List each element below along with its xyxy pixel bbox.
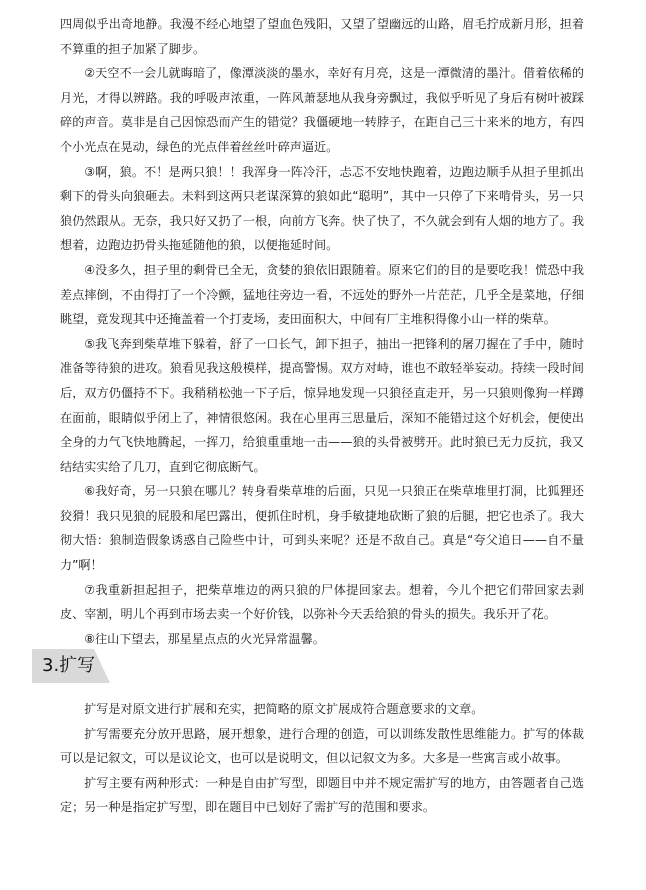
section-paragraph-1: 扩写是对原文进行扩展和充实，把简略的原文扩展成符合题意要求的文章。 (84, 702, 484, 716)
story-paragraph-8: ⑧往山下望去，那星星点点的火光异常温馨。 (84, 631, 325, 646)
section-body (60, 697, 584, 820)
story-paragraph-6: ⑥我好奇，另一只狼在哪儿？转身看柴草堆的后面，只见一只狼正在柴草堆里打洞，比狐狸还狡猾！我只见狼的屁股和尾巴露出，便抓住时机，身手敏捷地砍断了狼的后腿，把它也杀了。我大彻大悟：狼制造假象诱惑自己险些中计，可到头来呢？还是不敌自己。真是“夸父追日——自不量力”啊！ (60, 484, 584, 573)
story-paragraph-2: ②天空不一会儿就晦暗了，像潭淡淡的墨水，幸好有月亮，这是一潭微清的墨汁。借着依稀的月光，才得以辨路。我的呼吸声浓重，一阵风萧瑟地从我身旁飘过，我似乎听见了身后有树叶被踩碎的声音。莫非是自己因惊恐而产生的错觉？我僵硬地一转脖子，在距自己三十来米的地方，有四个小光点在晃动，绿色的光点伴着丝丝叶碎声逼近。 (60, 66, 584, 154)
section-header (32, 649, 110, 683)
story-paragraph-3: ③啊，狼。不！是两只狼！！我浑身一阵冷汗，忐忑不安地快跑着，边跑边顺手从担子里抓出剩下的骨头向狼砸去。未料到这两只老谋深算的狼如此“聪明”，其中一只停了下来啃骨头，另一只狼仍然跟从。无奈，我只好又扔了一根，向前方飞奔。快了快了，不久就会到有人烟的地方了。我想着，边跑边扔骨头拖延随他的狼，以便拖延时间。 (60, 164, 584, 253)
story-paragraph-1: 四周似乎出奇地静。我漫不经心地望了望血色残阳，又望了望幽远的山路，眉毛拧成新月形，担着不算重的担子加紧了脚步。 (60, 17, 584, 56)
section-paragraph-3: 扩写主要有两种形式：一种是自由扩写型，即题目中并不规定需扩写的地方，由答题者自己选定；另一种是指定扩写型，即在题目中已划好了需扩写的范围和要求。 (60, 775, 584, 815)
story-paragraph-4: ④没多久，担子里的剩骨已全无，贪婪的狼依旧跟随着。原来它们的目的是要吃我！慌恐中我差点摔倒，不由得打了一个冷颤，猛地往旁边一看，不远处的野外一片茫茫，几乎全是菜地，仔细眺望，竟发现其中还掩盖着一个打麦场，麦田面积大，中间有厂主堆积得像小山一样的柴草。 (60, 262, 584, 327)
section-title: 3.扩写 (42, 655, 96, 676)
story-paragraph-5: ⑤我飞奔到柴草堆下躲着，舒了一口长气，卸下担子，抽出一把锋利的屠刀握在了手中，随时准备等待狼的进攻。狼看见我这般模样，提高警惕。双方对峙，谁也不敢轻举妄动。持续一段时间后，双方仍僵持不下。我稍稍松弛一下子后，惊异地发现一只狼径直走开，另一只狼则像狗一样蹲在面前，眼睛似乎闭上了，神情很悠闲。我在心里再三思量后，深知不能错过这个好机会，便使出全身的力气飞快地腾起，一挥刀，给狼重重地一击——狼的头骨被劈开。此时狼已无力反抗，我又结结实实给了几刀，直到它彻底断气。 (60, 336, 584, 474)
story-text (60, 12, 584, 651)
story-paragraph-7: ⑦我重新担起担子，把柴草堆边的两只狼的尸体提回家去。想着，今儿个把它们带回家去剥皮、宰割，明儿个再到市场去卖一个好价钱，以弥补今天丢给狼的骨头的损失。我乐开了花。 (60, 582, 584, 622)
section-paragraph-2: 扩写需要充分放开思路，展开想象，进行合理的创造，可以训练发散性思维能力。扩写的体裁可以是记叙文，可以是议论文，也可以是说明文，但以记叙文为多。大多是一些寓言或小故事。 (60, 726, 584, 766)
